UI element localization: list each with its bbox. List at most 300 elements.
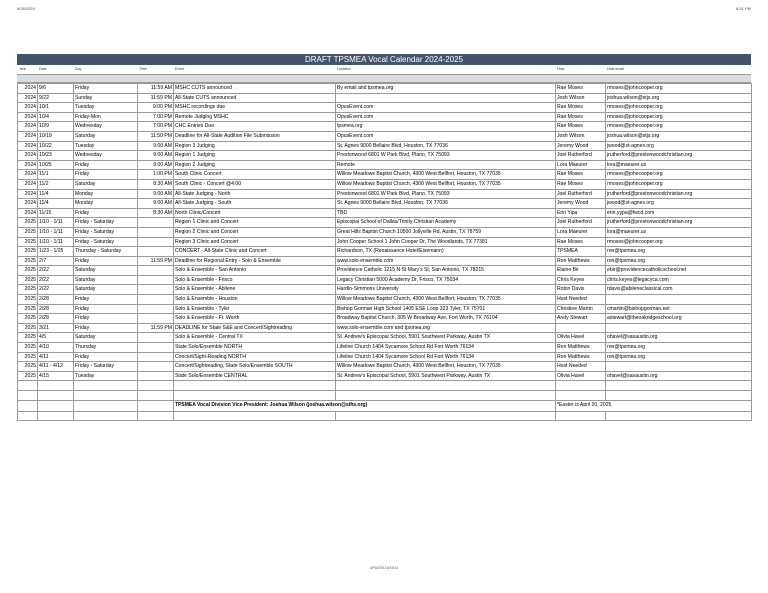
cell-date: 4/10 — [38, 343, 74, 353]
cell-day: Saturday — [74, 333, 138, 343]
cell-location: Lifeline Church 1404 Sycamore School Rd Fort Worth 76134 — [336, 343, 556, 353]
col-location: Location — [337, 67, 351, 71]
cell-host: Christine Martin — [556, 304, 606, 314]
cell-date: 9/6 — [38, 84, 74, 94]
cell-event: Region 1 Judging — [174, 151, 336, 161]
cell-time: 9:00 AM — [138, 151, 174, 161]
cell-email: joshua.wilson@stjs.org — [606, 93, 752, 103]
cell-year: 2025 — [18, 295, 38, 305]
cell-host: Rae Moses — [556, 122, 606, 132]
cell-time — [138, 343, 174, 353]
cell-location: St. Andrew's Episcopal School, 5901 Southwest Parkway, Austin TX — [336, 371, 556, 381]
cell-day: Saturday — [74, 275, 138, 285]
cell-location — [336, 93, 556, 103]
col-time: Time — [139, 67, 147, 71]
cell-time — [138, 371, 174, 381]
updated-footer: UPDATED 8/19/24 — [369, 566, 399, 570]
cell-date: 10/22 — [38, 141, 74, 151]
cell-email: jrutherford@prestonwoodchristian.org — [606, 151, 752, 161]
cell-location: Bishop Gorman High School 1405 ESE Loop 323 Tyler, TX 75701 — [336, 304, 556, 314]
cell-day: Friday - Saturday — [74, 227, 138, 237]
cell-year: 2025 — [18, 362, 38, 372]
cell-location: Providence Catholic 1215 N St Mary's St, San Antonio, TX 78215 — [336, 266, 556, 276]
cell-time: 9:00 AM — [138, 189, 174, 199]
cell-host: Rae Moses — [556, 170, 606, 180]
header-band — [17, 75, 751, 83]
cell-location: tpsmea.org — [336, 122, 556, 132]
cell-email: jwood@st-agnes.org — [606, 199, 752, 209]
cell-host: Rae Moses — [556, 179, 606, 189]
cell-day: Wednesday — [74, 122, 138, 132]
cell-host: Chris Keyes — [556, 275, 606, 285]
cell-day: Thursday — [74, 343, 138, 353]
cell-day: Friday — [74, 170, 138, 180]
cell-day: Tuesday — [74, 371, 138, 381]
cell-event: All-State Judging - North — [174, 189, 336, 199]
cell-day: Sunday — [74, 93, 138, 103]
cell-time: 9:00 AM — [138, 141, 174, 151]
cell-date: 2/7 — [38, 256, 74, 266]
cell-host: Rae Moses — [556, 112, 606, 122]
cell-year: 2024 — [18, 122, 38, 132]
cell-date: 2/28 — [38, 314, 74, 324]
cell-year: 2025 — [18, 247, 38, 257]
cell-time: 8:30 AM — [138, 208, 174, 218]
cell-location: OpusEvent.com — [336, 131, 556, 141]
cell-email: rmoses@johncooper.org — [606, 170, 752, 180]
cell-day: Friday — [74, 208, 138, 218]
cell-year: 2024 — [18, 189, 38, 199]
cell-year: 2024 — [18, 179, 38, 189]
cell-event: CONCERT - All-State Clinic and Concert — [174, 247, 336, 257]
cell-location: By email and tpsmea.org — [336, 84, 556, 94]
cell-date: 10/9 — [38, 122, 74, 132]
cell-host: Host Needed — [556, 295, 606, 305]
cell-location: St. Agnes 9000 Bellaire Blvd, Houston, TX 77036 — [336, 199, 556, 209]
cell-time — [138, 218, 174, 228]
cell-host: Josh Wilson — [556, 93, 606, 103]
cell-event: All-State Judging - South — [174, 199, 336, 209]
cell-event: Solo & Ensemble - Frisco — [174, 275, 336, 285]
cell-year: 2025 — [18, 343, 38, 353]
cell-date: 11/4 — [38, 199, 74, 209]
cell-event: CHC Entries Due — [174, 122, 336, 132]
table-row — [18, 131, 752, 141]
cell-day: Friday — [74, 304, 138, 314]
table-row — [18, 304, 752, 314]
cell-day: Tuesday — [74, 141, 138, 151]
cell-date: 2/22 — [38, 275, 74, 285]
cell-host: Olivia Havel — [556, 371, 606, 381]
table-row — [18, 208, 752, 218]
cell-host: Robin Davis — [556, 285, 606, 295]
table-row — [18, 93, 752, 103]
cell-host: Rae Moses — [556, 237, 606, 247]
vp-note: TPSMEA Vocal Division Vice President: Joshua Wilson (joshua.wilson@sths.org) — [174, 400, 556, 411]
cell-email — [606, 295, 752, 305]
cell-time — [138, 295, 174, 305]
cell-event: Solo & Ensemble - Abilene — [174, 285, 336, 295]
cell-date: 4/11 — [38, 352, 74, 362]
cell-day: Tuesday — [74, 103, 138, 113]
cell-email: jrutherford@prestonwoodchristian.org — [606, 218, 752, 228]
page-header-date: 9/26/2024 — [17, 6, 35, 11]
cell-event: Concert/Sight-Reading NORTH — [174, 352, 336, 362]
cell-location: Episcopal School of Dallas/Trinity Christian Academy — [336, 218, 556, 228]
cell-date: 2/28 — [38, 304, 74, 314]
cell-host: Rae Moses — [556, 84, 606, 94]
table-row — [18, 218, 752, 228]
cell-email: rmoses@johncooper.org — [606, 84, 752, 94]
cell-date: 4/11 - 4/12 — [38, 362, 74, 372]
cell-date: 11/1 — [38, 170, 74, 180]
cell-location: Broadway Baptist Church, 305 W Broadway Ave, Fort Worth, TX 76104 — [336, 314, 556, 324]
cell-location: OpusEvent.com — [336, 103, 556, 113]
cell-email: lora@maeurer.us — [606, 160, 752, 170]
cell-host: Rae Moses — [556, 103, 606, 113]
cell-time — [138, 266, 174, 276]
table-row — [18, 84, 752, 94]
cell-location: Willow Meadows Baptist Church, 4300 West Bellfort, Houston, TX 77035 — [336, 362, 556, 372]
cell-time: 11:59 PM — [138, 93, 174, 103]
table-row — [18, 352, 752, 362]
cell-host — [556, 323, 606, 333]
cell-email: joshua.wilson@stjs.org — [606, 131, 752, 141]
cell-date: 2/22 — [38, 266, 74, 276]
cell-event: Region 2 Clinic and Concert — [174, 227, 336, 237]
cell-event: Region 3 Clinic and Concert — [174, 237, 336, 247]
cell-date: 1/10 - 1/11 — [38, 218, 74, 228]
cell-time — [138, 247, 174, 257]
table-row — [18, 112, 752, 122]
table-row — [18, 160, 752, 170]
table-row — [18, 151, 752, 161]
cell-day: Friday - Saturday — [74, 362, 138, 372]
cell-day: Friday — [74, 160, 138, 170]
cell-location: St. Andrew's Episcopal School, 5901 Southwest Parkway, Austin TX — [336, 333, 556, 343]
cell-day: Saturday — [74, 131, 138, 141]
table-row — [18, 227, 752, 237]
cell-date: 10/25 — [38, 160, 74, 170]
cell-day: Friday — [74, 323, 138, 333]
cell-time — [138, 333, 174, 343]
cell-location: Legacy Christian 5000 Academy Dr, Frisco, TX 75034 — [336, 275, 556, 285]
cell-year: 2025 — [18, 323, 38, 333]
cell-event: Solo & Ensemble - San Antonio — [174, 266, 336, 276]
cell-date: 1/23 - 1/25 — [38, 247, 74, 257]
table-row — [18, 179, 752, 189]
cell-day: Friday — [74, 314, 138, 324]
cell-year: 2025 — [18, 333, 38, 343]
cell-year: 2025 — [18, 371, 38, 381]
table-row — [18, 237, 752, 247]
cell-year: 2024 — [18, 208, 38, 218]
cell-event: All-State CUTS announced — [174, 93, 336, 103]
cell-host: Josh Wilson — [556, 131, 606, 141]
cell-location: Great Hills Baptist Church 10500 Jollyville Rd, Austin, TX 78759 — [336, 227, 556, 237]
cell-year: 2025 — [18, 256, 38, 266]
cell-email: ron@tpsmea.org — [606, 343, 752, 353]
cell-day: Monday — [74, 189, 138, 199]
cell-day: Wednesday — [74, 151, 138, 161]
cell-email: rdavis@abileneclassical.com — [606, 285, 752, 295]
page-header — [0, 0, 768, 14]
cell-date: 4/5 — [38, 333, 74, 343]
cell-event: North Clinic/Concert — [174, 208, 336, 218]
col-host-email: Host email — [607, 67, 624, 71]
col-date: Date — [39, 67, 47, 71]
cell-time: 9:00 AM — [138, 199, 174, 209]
cell-time: 9:00 AM — [138, 160, 174, 170]
cell-year: 2024 — [18, 199, 38, 209]
cell-year: 2024 — [18, 103, 38, 113]
cell-event: Deadline for Regional Entry - Solo & Ensemble — [174, 256, 336, 266]
cell-email: rmoses@johncooper.org — [606, 122, 752, 132]
cell-day: Thursday - Saturday — [74, 247, 138, 257]
cell-event: Solo & Ensemble - Houston — [174, 295, 336, 305]
table-row — [18, 343, 752, 353]
cell-location: TBD — [336, 208, 556, 218]
note-row — [18, 400, 752, 411]
cell-time — [138, 237, 174, 247]
cell-email: ron@tpsmea.org — [606, 352, 752, 362]
cell-email: ohavel@sasaustin.org — [606, 333, 752, 343]
cell-host: Elaine Bir — [556, 266, 606, 276]
cell-host: Joel Rutherford — [556, 151, 606, 161]
cell-host: Lora Maeurer — [556, 160, 606, 170]
table-row — [18, 314, 752, 324]
cell-event: State Solo/Ensemble NORTH — [174, 343, 336, 353]
cell-host: Host Needed — [556, 362, 606, 372]
cell-year: 2025 — [18, 237, 38, 247]
cell-email: ron@tpsmea.org — [606, 247, 752, 257]
cell-date: 10/23 — [38, 151, 74, 161]
col-year: Year — [19, 67, 27, 71]
cell-day: Friday — [74, 295, 138, 305]
table-row — [18, 189, 752, 199]
table-row — [18, 285, 752, 295]
cell-email: cmartin@bishopgorman.net — [606, 304, 752, 314]
cell-date: 10/19 — [38, 131, 74, 141]
cell-year: 2025 — [18, 352, 38, 362]
table-row — [18, 362, 752, 372]
cell-date: 3/21 — [38, 323, 74, 333]
cell-time — [138, 275, 174, 285]
cell-location: Willow Meadows Baptist Church, 4300 West Bellfort, Houston, TX 77035 — [336, 295, 556, 305]
cell-day: Friday - Saturday — [74, 237, 138, 247]
cell-event: Remote Judging MSHC — [174, 112, 336, 122]
col-day: Day — [75, 67, 82, 71]
cell-time: 11:50 PM — [138, 131, 174, 141]
cell-location: OpusEvent.com — [336, 112, 556, 122]
cell-time: 8:30 AM — [138, 179, 174, 189]
cell-date: 1/10 - 1/11 — [38, 227, 74, 237]
table-row — [18, 323, 752, 333]
cell-email — [606, 362, 752, 372]
cell-time: 7:00 PM — [138, 122, 174, 132]
cell-year: 2025 — [18, 275, 38, 285]
cell-time: 9:00 PM — [138, 103, 174, 113]
cell-date: 10/1 — [38, 103, 74, 113]
cell-event: MSHC CUTS announced — [174, 84, 336, 94]
cell-time — [138, 314, 174, 324]
cell-email: ohavel@sasaustin.org — [606, 371, 752, 381]
cell-location: Prestonwood 6801 W Park Blvd, Plano, TX 75093 — [336, 151, 556, 161]
cell-email: jwood@st-agnes.org — [606, 141, 752, 151]
cell-event: Solo & Ensemble - Ft. Worth — [174, 314, 336, 324]
cell-host: Andy Stewart — [556, 314, 606, 324]
cell-date: 1/10 - 1/11 — [38, 237, 74, 247]
cell-day: Monday — [74, 199, 138, 209]
cell-email: rmoses@johncooper.org — [606, 237, 752, 247]
table-row — [18, 275, 752, 285]
cell-host: Joel Rutherford — [556, 189, 606, 199]
cell-day: Friday-Mon — [74, 112, 138, 122]
table-row — [18, 295, 752, 305]
cell-event: Region 1 Clinic and Concert — [174, 218, 336, 228]
cell-year: 2024 — [18, 112, 38, 122]
cell-event: DEADLINE for State S&E and Concert/Sightreading — [174, 323, 336, 333]
cell-location: www.solo-ensemble.com and tpsmea.org — [336, 323, 556, 333]
cell-email: lora@maeurer.us — [606, 227, 752, 237]
cell-event: MSHC recordings due — [174, 103, 336, 113]
cell-host: Ron Matthews — [556, 352, 606, 362]
cell-email: rmoses@johncooper.org — [606, 103, 752, 113]
cell-host: Ron Matthews — [556, 256, 606, 266]
cell-location: Prestonwood 6801 W Park Blvd, Plano, TX 75093 — [336, 189, 556, 199]
col-event: Event — [175, 67, 185, 71]
cell-time — [138, 227, 174, 237]
cell-day: Friday — [74, 256, 138, 266]
table-row — [18, 256, 752, 266]
cell-email: rmoses@johncooper.org — [606, 112, 752, 122]
cell-email: jrutherford@prestonwoodchristian.org — [606, 189, 752, 199]
calendar-title: DRAFT TPSMEA Vocal Calendar 2024-2025 — [17, 54, 751, 65]
cell-event: South Clinic Concert — [174, 170, 336, 180]
cell-event: Solo & Ensemble - Tyler — [174, 304, 336, 314]
cell-time — [138, 285, 174, 295]
cell-date: 2/22 — [38, 285, 74, 295]
cell-location: St. Agnes 9000 Bellaire Blvd, Houston, TX 77036 — [336, 141, 556, 151]
table-row — [18, 170, 752, 180]
cell-location: John Cooper School 1 John Cooper Dr, The Woodlands, TX 77381 — [336, 237, 556, 247]
cell-email: astewart@theoakridgeschool.org — [606, 314, 752, 324]
easter-note: *Easter is April 20, 2025 — [556, 400, 752, 411]
cell-event: State Solo/Ensemble CENTRAL — [174, 371, 336, 381]
table-row — [18, 199, 752, 209]
table-row — [18, 266, 752, 276]
cell-year: 2024 — [18, 93, 38, 103]
cell-location: Richardson, TX (Renaissance Hotel/Eisemann) — [336, 247, 556, 257]
cell-time: 11:59 PM — [138, 323, 174, 333]
table-row — [18, 247, 752, 257]
cell-host: Lora Maeurer — [556, 227, 606, 237]
cell-year: 2025 — [18, 304, 38, 314]
cell-time: 11:59 AM — [138, 84, 174, 94]
cell-day: Saturday — [74, 266, 138, 276]
cell-host: Jeremy Wood — [556, 199, 606, 209]
cell-location: Remote — [336, 160, 556, 170]
cell-day: Saturday — [74, 179, 138, 189]
cell-host: Olivia Havel — [556, 333, 606, 343]
blank-row — [18, 381, 752, 391]
cell-year: 2024 — [18, 170, 38, 180]
cell-event: Region 2 Judging — [174, 160, 336, 170]
cell-time: 7:00 PM — [138, 112, 174, 122]
table-row — [18, 103, 752, 113]
cell-year: 2024 — [18, 160, 38, 170]
cell-year: 2024 — [18, 141, 38, 151]
cell-date: 11/4 — [38, 189, 74, 199]
cell-location: Hardin-Simmons University — [336, 285, 556, 295]
cell-time: 1:00 PM — [138, 170, 174, 180]
cell-day: Friday - Saturday — [74, 218, 138, 228]
cell-date: 10/4 — [38, 112, 74, 122]
cell-email: erin.yypa@fwcd.com — [606, 208, 752, 218]
cell-date: 2/28 — [38, 295, 74, 305]
cell-email: ron@tpsmea.org — [606, 256, 752, 266]
cell-event: Region 3 Judging — [174, 141, 336, 151]
cell-location: Lifeline Church 1404 Sycamore School Rd Fort Worth 76134 — [336, 352, 556, 362]
cell-date: 9/22 — [38, 93, 74, 103]
cell-time — [138, 352, 174, 362]
cell-host: Joel Rutherford — [556, 218, 606, 228]
table-row — [18, 371, 752, 381]
cell-event: Deadline for All-State Audition File Submission — [174, 131, 336, 141]
cell-year: 2025 — [18, 218, 38, 228]
table-row — [18, 141, 752, 151]
cell-time: 11:59 PM — [138, 256, 174, 266]
blank-row — [18, 411, 752, 421]
calendar-table — [17, 83, 752, 421]
cell-date: 11/2 — [38, 179, 74, 189]
cell-email: ebir@providencecatholicschool.net — [606, 266, 752, 276]
page-header-time: 8:31 PM — [736, 6, 751, 11]
calendar-sheet — [17, 54, 751, 421]
col-host: Host — [557, 67, 565, 71]
cell-location: www.solo-ensemble.com — [336, 256, 556, 266]
cell-host: Erin Yipa — [556, 208, 606, 218]
cell-day: Friday — [74, 84, 138, 94]
cell-event: Solo & Ensemble - Central TX — [174, 333, 336, 343]
cell-day: Friday — [74, 352, 138, 362]
cell-host: Ron Matthews — [556, 343, 606, 353]
cell-year: 2024 — [18, 84, 38, 94]
cell-year: 2025 — [18, 227, 38, 237]
cell-day: Saturday — [74, 285, 138, 295]
cell-year: 2025 — [18, 314, 38, 324]
cell-time — [138, 304, 174, 314]
cell-year: 2024 — [18, 151, 38, 161]
cell-email: chris.keyes@legacyca.com — [606, 275, 752, 285]
blank-row — [18, 391, 752, 401]
cell-year: 2025 — [18, 285, 38, 295]
column-header-row — [17, 65, 751, 75]
cell-event: Concert/Sightreading, State Solo/Ensemble SOUTH — [174, 362, 336, 372]
table-row — [18, 122, 752, 132]
cell-host: Jeremy Wood — [556, 141, 606, 151]
cell-host: TPSMEA — [556, 247, 606, 257]
cell-date: 11/15 — [38, 208, 74, 218]
cell-location: Willow Meadows Baptist Church, 4300 West Bellfort, Houston, TX 77035 — [336, 170, 556, 180]
cell-year: 2024 — [18, 131, 38, 141]
cell-event: South Clinic - Concert @4:00 — [174, 179, 336, 189]
cell-location: Willow Meadows Baptist Church, 4300 West Bellfort, Houston, TX 77035 — [336, 179, 556, 189]
cell-email: rmoses@johncooper.org — [606, 179, 752, 189]
cell-year: 2025 — [18, 266, 38, 276]
cell-email — [606, 323, 752, 333]
cell-time — [138, 362, 174, 372]
